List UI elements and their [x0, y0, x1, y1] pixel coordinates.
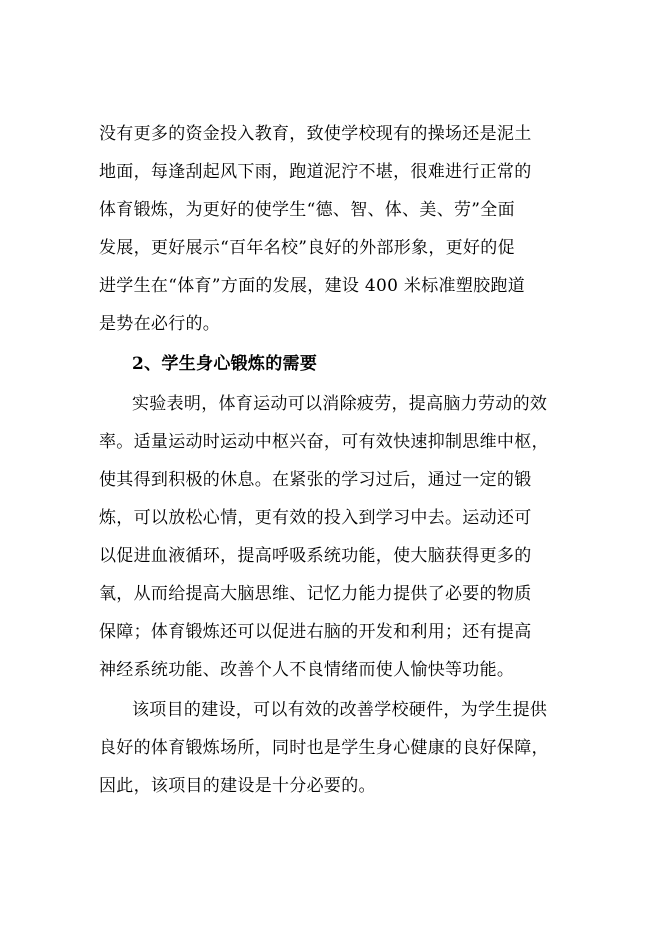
paragraph2-line-3: 使其得到积极的休息。在紧张的学习过后，通过一定的锻	[99, 470, 532, 490]
paragraph2-line-1: 实验表明，体育运动可以消除疲劳，提高脑力劳动的效	[132, 394, 548, 414]
paragraph2-line-7: 保障；体育锻炼还可以促进右脑的开发和利用；还有提高	[99, 622, 532, 642]
paragraph1-line-6: 是势在必行的。	[99, 314, 221, 334]
paragraph1-line-3: 体育锻炼，为更好的使学生“德、智、体、美、劳”全面	[99, 200, 515, 220]
paragraph2-line-2: 率。适量运动时运动中枢兴奋，可有效快速抑制思维中枢，	[99, 432, 549, 452]
paragraph2-line-4: 炼，可以放松心情，更有效的投入到学习中去。运动还可	[99, 508, 532, 528]
paragraph2-line-8: 神经系统功能、改善个人不良情绪而使人愉快等功能。	[99, 660, 515, 680]
paragraph2-line-6: 氧，从而给提高大脑思维、记忆力能力提供了必要的物质	[99, 584, 532, 604]
section-heading: 2、学生身心锻炼的需要	[132, 354, 318, 374]
paragraph3-line-1: 该项目的建设，可以有效的改善学校硬件，为学生提供	[132, 700, 548, 720]
paragraph1-line-1: 没有更多的资金投入教育，致使学校现有的操场还是泥土	[99, 124, 532, 144]
paragraph2-line-5: 以促进血液循环，提高呼吸系统功能，使大脑获得更多的	[99, 546, 532, 566]
paragraph1-line-2: 地面，每逢刮起风下雨，跑道泥泞不堪，很难进行正常的	[99, 162, 532, 182]
paragraph1-line-4: 发展，更好展示“百年名校”良好的外部形象，更好的促	[99, 238, 515, 258]
paragraph3-line-3: 因此，该项目的建设是十分必要的。	[99, 776, 376, 796]
paragraph3-line-2: 良好的体育锻炼场所，同时也是学生身心健康的良好保障，	[99, 738, 549, 758]
paragraph1-line-5: 进学生在“体育”方面的发展，建设 400 米标准塑胶跑道	[99, 276, 526, 296]
